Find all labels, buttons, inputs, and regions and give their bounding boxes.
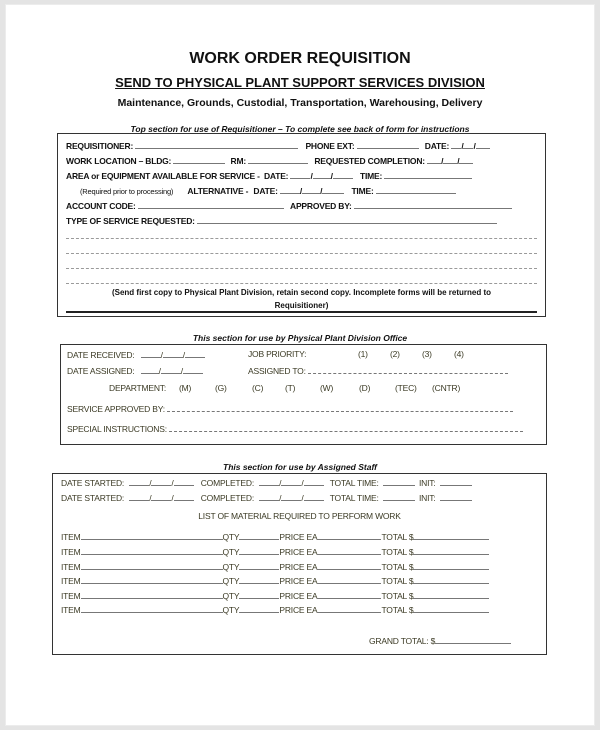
received-year-field[interactable] [185, 349, 205, 358]
department-option-t[interactable]: (T) [285, 383, 296, 393]
item-field[interactable] [81, 604, 223, 613]
phone-ext-label: PHONE EXT: [305, 141, 355, 151]
completed-day-field-2[interactable] [281, 492, 301, 501]
received-day-field[interactable] [163, 349, 183, 358]
service-description-line-3[interactable] [66, 268, 537, 269]
type-of-service-label: TYPE OF SERVICE REQUESTED: [66, 216, 195, 226]
assigned-to-row [248, 365, 508, 376]
item-field[interactable] [81, 546, 223, 555]
department-option-cntr[interactable]: (CNTR) [432, 383, 461, 393]
qty-field[interactable] [239, 531, 279, 540]
date-year-field[interactable] [476, 140, 490, 149]
special-instructions-label: SPECIAL INSTRUCTIONS: [67, 424, 167, 434]
started-year-field-2[interactable] [174, 492, 194, 501]
init-label: INIT: [419, 493, 436, 503]
area-row: AREA or EQUIPMENT AVAILABLE FOR SERVICE - DATE: / / TIME: [66, 170, 472, 181]
completion-month-field[interactable] [427, 155, 441, 164]
alt-date-day-field[interactable] [302, 185, 320, 194]
alternative-row: (Required prior to processing) ALTERNATIVE - DATE: / / TIME: [80, 185, 456, 196]
total-field[interactable] [413, 531, 489, 540]
material-row: ITEM QTY PRICE EA TOTAL $ [61, 575, 489, 586]
total-field[interactable] [413, 604, 489, 613]
date-assigned-label: DATE ASSIGNED: [67, 366, 135, 376]
rm-field[interactable] [248, 155, 308, 164]
material-row: ITEM QTY PRICE EA TOTAL $ [61, 590, 489, 601]
approved-by-label: APPROVED BY: [290, 201, 352, 211]
department-label: DEPARTMENT: [109, 383, 166, 393]
service-description-line-4[interactable] [66, 283, 537, 284]
item-field[interactable] [81, 561, 223, 570]
date-received-label: DATE RECEIVED: [67, 350, 135, 360]
started-year-field[interactable] [174, 477, 194, 486]
date-assigned-row: DATE ASSIGNED: / / [67, 365, 203, 376]
price-field[interactable] [317, 531, 381, 540]
office-section-caption: This section for use by Physical Plant Division Office [192, 333, 408, 343]
material-header: LIST OF MATERIAL REQUIRED TO PERFORM WORK [198, 511, 401, 521]
priority-option-3[interactable]: (3) [422, 349, 432, 359]
item-field[interactable] [81, 531, 223, 540]
account-code-row [66, 200, 512, 211]
assigned-to-label: ASSIGNED TO: [248, 366, 306, 376]
completed-year-field[interactable] [304, 477, 324, 486]
rm-label: RM: [230, 156, 246, 166]
job-priority-label: JOB PRIORITY: [248, 349, 307, 359]
total-time-field-2[interactable] [383, 492, 415, 501]
price-field[interactable] [317, 546, 381, 555]
account-code-field[interactable] [138, 200, 284, 209]
date-received-row: DATE RECEIVED: / / [67, 349, 205, 360]
copy-instructions: (Send first copy to Physical Plant Division, retain second copy. Incomplete forms will be returned to Requisitioner) [111, 288, 492, 310]
area-date-label: DATE: [263, 171, 289, 181]
price-field[interactable] [317, 575, 381, 584]
area-date-day-field[interactable] [313, 170, 331, 179]
total-time-label: TOTAL TIME: [329, 478, 379, 488]
staff-section [52, 473, 547, 655]
completed-day-field[interactable] [281, 477, 301, 486]
material-row: ITEM QTY PRICE EA TOTAL $ [61, 561, 489, 572]
alt-time-field[interactable] [376, 185, 456, 194]
material-row: ITEM QTY PRICE EA TOTAL $ [61, 604, 489, 615]
total-field[interactable] [413, 590, 489, 599]
area-label: AREA or EQUIPMENT AVAILABLE FOR SERVICE - [66, 171, 260, 181]
phone-ext-field[interactable] [357, 140, 419, 149]
total-time-label: TOTAL TIME: [329, 493, 379, 503]
item-field[interactable] [81, 590, 223, 599]
started-month-field-2[interactable] [129, 492, 149, 501]
priority-option-2[interactable]: (2) [390, 349, 400, 359]
alt-date-year-field[interactable] [322, 185, 344, 194]
special-instructions-field[interactable] [169, 423, 523, 432]
started-day-field[interactable] [151, 477, 171, 486]
requested-completion-label: REQUESTED COMPLETION: [314, 156, 425, 166]
type-of-service-row [66, 215, 497, 226]
qty-field[interactable] [239, 604, 279, 613]
completion-year-field[interactable] [459, 155, 473, 164]
completed-month-field-2[interactable] [259, 492, 279, 501]
area-time-field[interactable] [384, 170, 472, 179]
init-field[interactable] [440, 477, 472, 486]
price-field[interactable] [317, 590, 381, 599]
priority-option-1[interactable]: (1) [358, 349, 368, 359]
init-label: INIT: [419, 478, 436, 488]
service-approved-label: SERVICE APPROVED BY: [67, 404, 165, 414]
qty-field[interactable] [239, 546, 279, 555]
requisitioner-label: REQUISITIONER: [66, 141, 134, 151]
material-row: ITEM QTY PRICE EA TOTAL $ [61, 531, 489, 542]
grand-total-field[interactable] [435, 635, 511, 644]
qty-field[interactable] [239, 590, 279, 599]
alternative-label: ALTERNATIVE - [187, 186, 249, 196]
area-date-month-field[interactable] [290, 170, 310, 179]
department-option-w[interactable]: (W) [320, 383, 334, 393]
completed-label: COMPLETED: [200, 493, 254, 503]
price-field[interactable] [317, 561, 381, 570]
area-date-year-field[interactable] [333, 170, 353, 179]
section-divider [66, 311, 537, 313]
assigned-month-field[interactable] [141, 365, 159, 374]
total-time-field[interactable] [383, 477, 415, 486]
material-row: ITEM QTY PRICE EA TOTAL $ [61, 546, 489, 557]
assigned-day-field[interactable] [161, 365, 181, 374]
total-field[interactable] [413, 546, 489, 555]
init-field-2[interactable] [440, 492, 472, 501]
assigned-to-field[interactable] [308, 365, 508, 374]
date-month-field[interactable] [451, 140, 461, 149]
started-day-field-2[interactable] [151, 492, 171, 501]
date-started-row-1: DATE STARTED: / / COMPLETED: / / TOTAL TIME: INIT: [61, 477, 472, 488]
total-field[interactable] [413, 575, 489, 584]
department-option-c[interactable]: (C) [252, 383, 264, 393]
price-field[interactable] [317, 604, 381, 613]
date-started-label: DATE STARTED: [61, 478, 125, 488]
service-description-line-1[interactable] [66, 238, 537, 239]
completed-year-field-2[interactable] [304, 492, 324, 501]
department-option-g[interactable]: (G) [215, 383, 227, 393]
received-month-field[interactable] [141, 349, 161, 358]
department-option-m[interactable]: (M) [179, 383, 192, 393]
requisitioner-section [57, 133, 546, 317]
grand-total-row [369, 635, 511, 646]
type-of-service-field[interactable] [197, 215, 497, 224]
department-option-d[interactable]: (D) [359, 383, 371, 393]
bldg-field[interactable] [173, 155, 225, 164]
staff-section-caption: This section for use by Assigned Staff [223, 462, 377, 472]
form-subtitle: SEND TO PHYSICAL PLANT SUPPORT SERVICES DIVISION [115, 75, 485, 90]
requisitioner-row: REQUISITIONER: PHONE EXT: DATE: / / [66, 140, 490, 151]
requisitioner-field[interactable] [135, 140, 298, 149]
completed-month-field[interactable] [259, 477, 279, 486]
required-note: (Required prior to processing) [80, 187, 174, 196]
qty-field[interactable] [239, 561, 279, 570]
grand-total-label: GRAND TOTAL: $ [369, 636, 436, 646]
requisitioner-section-caption: Top section for use of Requisitioner – To complete see back of form for instructions [130, 124, 470, 134]
date-label: DATE: [424, 141, 450, 151]
date-started-row-2: DATE STARTED: / / COMPLETED: / / TOTAL TIME: INIT: [61, 492, 472, 503]
service-approved-field[interactable] [167, 403, 513, 412]
alt-date-label: DATE: [253, 186, 278, 196]
approved-by-field[interactable] [354, 200, 512, 209]
job-priority-row [248, 349, 464, 359]
form-title: WORK ORDER REQUISITION [189, 50, 411, 67]
service-approved-row [67, 403, 513, 414]
priority-option-4[interactable]: (4) [454, 349, 464, 359]
services-list: Maintenance, Grounds, Custodial, Transportation, Warehousing, Delivery [117, 97, 483, 109]
total-field[interactable] [413, 561, 489, 570]
alt-time-label: TIME: [351, 186, 374, 196]
assigned-year-field[interactable] [183, 365, 203, 374]
completion-day-field[interactable] [443, 155, 457, 164]
date-day-field[interactable] [463, 140, 473, 149]
started-month-field[interactable] [129, 477, 149, 486]
qty-field[interactable] [239, 575, 279, 584]
work-location-row: WORK LOCATION – BLDG: RM: REQUESTED COMPLETION: / / [66, 155, 473, 166]
area-time-label: TIME: [359, 171, 383, 181]
item-field[interactable] [81, 575, 223, 584]
work-location-label: WORK LOCATION – BLDG: [66, 156, 172, 166]
office-section [60, 344, 547, 445]
completed-label: COMPLETED: [200, 478, 254, 488]
alt-date-month-field[interactable] [280, 185, 300, 194]
department-row [109, 383, 461, 393]
department-option-tec[interactable]: (TEC) [395, 383, 417, 393]
special-instructions-row [67, 423, 523, 434]
date-started-label: DATE STARTED: [61, 493, 125, 503]
service-description-line-2[interactable] [66, 253, 537, 254]
account-code-label: ACCOUNT CODE: [66, 201, 136, 211]
